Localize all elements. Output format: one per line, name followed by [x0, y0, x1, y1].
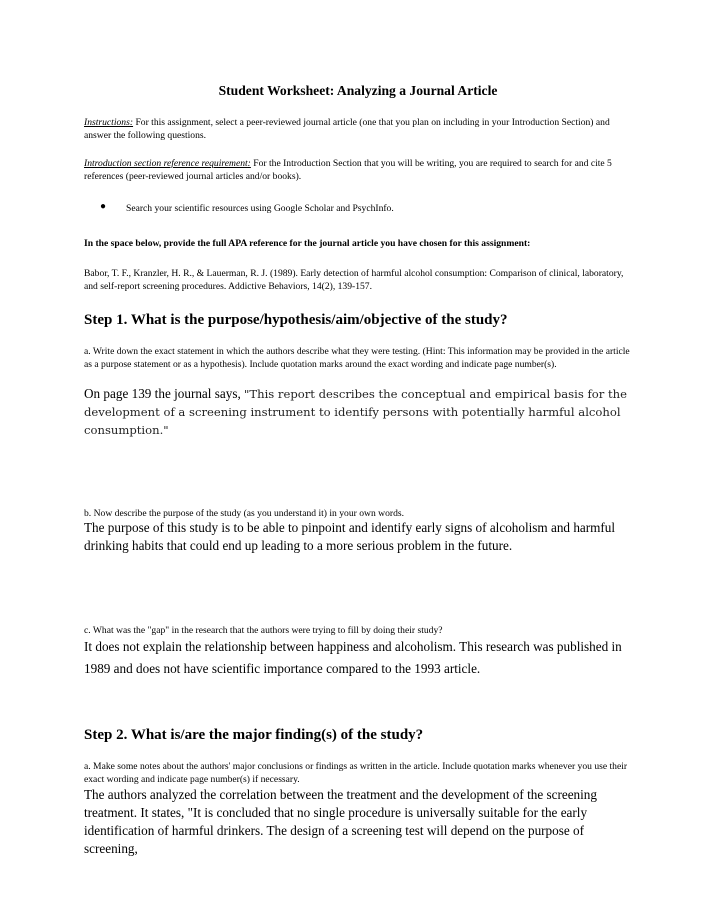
step1-b-prompt: b. Now describe the purpose of the study (as you understand it) in your own words. [84, 508, 404, 519]
step1-a-prompt: a. Write down the exact statement in which the authors describe what they were testing. (Hint: This information may be provided in the article as a purpose statement or as a hypothesis). Include quotation marks around the exact wording and indicate page number(s). [84, 346, 630, 370]
step2-a-answer: The authors analyzed the correlation between the treatment and the development of the screening treatment. It states, "It is concluded that no single procedure is universally suitable for the early identification of harmful drinkers. The design of a screening test will depend on the purpose of screening, [84, 787, 597, 856]
step1-c-prompt: c. What was the "gap" in the research that the authors were trying to fill by doing their study? [84, 625, 443, 636]
reference-requirement-text: For the Introduction Section that you will be writing, you are required to search for and cite 5 references (peer-reviewed journal articles and/or books). [84, 158, 612, 182]
reference-requirement-label: Introduction section reference requirement: [84, 158, 251, 169]
step1-c-answer: It does not explain the relationship between happiness and alcoholism. This research was published in 1989 and does not have scientific importance compared to the 1993 article. [84, 639, 622, 676]
reference-requirement-paragraph [84, 157, 632, 183]
instructions-text: For this assignment, select a peer-reviewed journal article (one that you plan on including in your Introduction Section) and answer the following questions. [84, 117, 610, 141]
step1-a-answer [84, 385, 644, 439]
bullet-text: Search your scientific resources using Google Scholar and PsychInfo. [126, 203, 394, 214]
apa-prompt: In the space below, provide the full APA reference for the journal article you have chosen for this assignment: [84, 238, 531, 249]
step1-heading: Step 1. What is the purpose/hypothesis/aim/objective of the study? [84, 312, 508, 328]
step1-a-answer-quote: "This report describes the conceptual and empirical basis for the development of a screening instrument to identify persons with potentially harmful alcohol consumption." [84, 387, 627, 437]
step1-a-answer-lead: On page 139 the journal says, [84, 386, 245, 401]
step1-b-answer: The purpose of this study is to be able to pinpoint and identify early signs of alcoholism and harmful drinking habits that could end up leading to a more serious problem in the future. [84, 520, 616, 553]
step2-heading: Step 2. What is/are the major finding(s) of the study? [84, 727, 424, 743]
apa-reference: Babor, T. F., Kranzler, H. R., & Lauerman, R. J. (1989). Early detection of harmful alcohol consumption: Comparison of clinical, laboratory, and self-report screening procedures. Addictive Behaviors, 14(2), 139-157. [84, 268, 624, 292]
instructions-paragraph [84, 116, 632, 142]
step2-a-prompt: a. Make some notes about the authors' major conclusions or findings as written in the article. Include quotation marks whenever you use their exact wording and indicate page number(s) if necessary. [84, 761, 628, 785]
instructions-label: Instructions: [84, 117, 134, 128]
page-title: Student Worksheet: Analyzing a Journal Article [218, 83, 498, 98]
bullet-icon: ● [100, 201, 107, 212]
